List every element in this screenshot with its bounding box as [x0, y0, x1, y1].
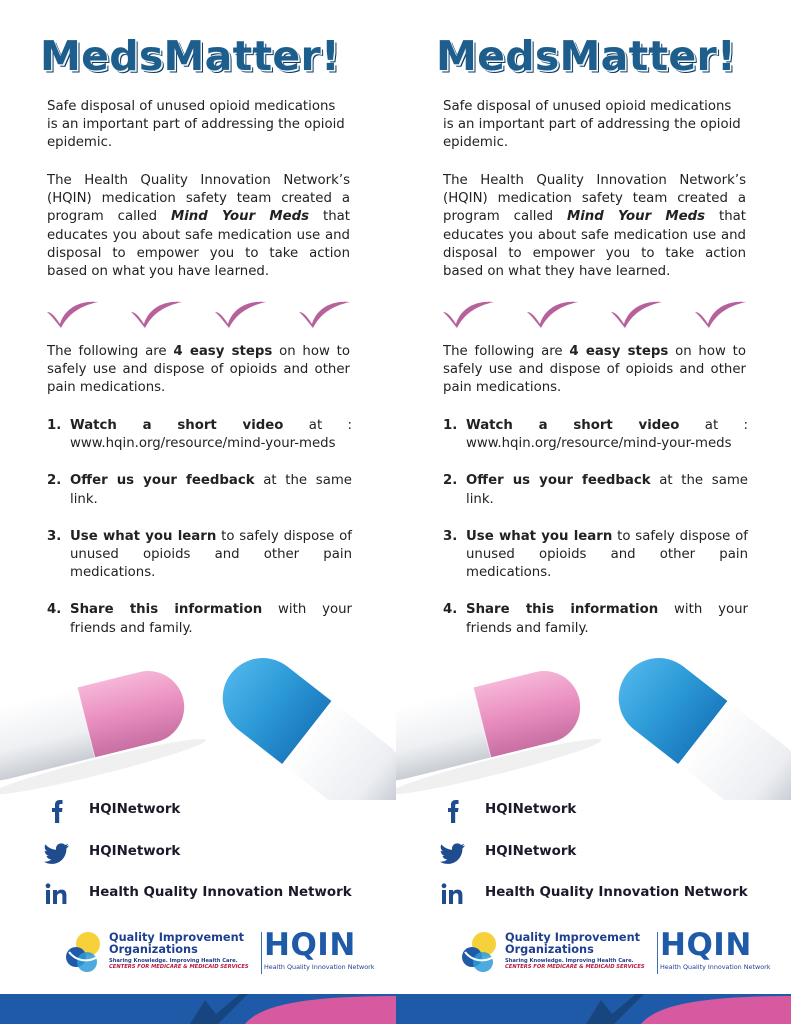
step-bold: Watch a short video [466, 418, 680, 433]
hqin-subtitle: Health Quality Innovation Network [264, 963, 375, 971]
hqin-logo [264, 928, 384, 971]
steps-intro-post: on how to safely use and dispose of opioids and other pain medications. [443, 344, 746, 396]
facebook-icon [43, 798, 71, 824]
step-bold: Use what you learn [466, 528, 613, 544]
checkmark-icon [128, 294, 184, 330]
steps-intro-pre: The following are [443, 344, 570, 359]
step-bold: Share this information [70, 602, 263, 618]
program-paragraph [47, 172, 350, 281]
qio-logo-icon [461, 930, 501, 974]
checkmark-icon [440, 294, 496, 330]
step-bold: Watch a short video [70, 418, 284, 433]
step-text: with your friends and family. [466, 602, 748, 636]
hqin-wordmark: HQIN [660, 927, 752, 963]
step-item [443, 528, 748, 583]
hqin-wordmark: HQIN [264, 927, 356, 963]
pink-pill [0, 660, 208, 800]
checkmark-icon [608, 294, 664, 330]
qio-cms: CENTERS FOR MEDICARE & MEDICAID SERVICES [109, 964, 249, 970]
qio-logo-text [109, 932, 259, 970]
checkmark-icon [692, 294, 748, 330]
checkmark-row [44, 294, 364, 330]
qio-logo-icon [65, 930, 105, 974]
step-item [443, 417, 748, 453]
pills-illustration [0, 640, 396, 800]
step-bold: Use what you learn [70, 528, 217, 544]
logo-divider [657, 932, 658, 974]
intro-paragraph: Safe disposal of unused opioid medications is an important part of addressing the opioid epidemic. [47, 99, 345, 151]
pink-pill [396, 660, 604, 800]
facebook-icon [439, 798, 467, 824]
step-item [47, 472, 352, 508]
checkmark-icon [524, 294, 580, 330]
step-number: 3. [47, 528, 62, 544]
program-name: Mind Your Meds [171, 209, 310, 225]
steps-intro-bold: 4 easy steps [569, 344, 669, 359]
step-text: to safely dispose of unused opioids and other pain medications. [70, 528, 352, 581]
step-number: 4. [47, 602, 62, 618]
facebook-label: HQINetwork [89, 802, 181, 817]
linkedin-icon [439, 881, 467, 907]
qio-cms: CENTERS FOR MEDICARE & MEDICAID SERVICES [505, 964, 645, 970]
qio-tagline: Sharing Knowledge. Improving Health Care. [505, 958, 634, 964]
facebook-label: HQINetwork [485, 802, 577, 817]
program-name: Mind Your Meds [567, 209, 706, 225]
twitter-label: HQINetwork [89, 844, 181, 859]
linkedin-label: Health Quality Innovation Network [485, 885, 748, 900]
steps-intro-bold: 4 easy steps [173, 344, 273, 359]
qio-name: Quality Improvement Organizations [109, 931, 245, 956]
twitter-icon [43, 840, 71, 866]
twitter-row[interactable] [439, 840, 759, 868]
step-number: 1. [443, 418, 458, 433]
step-item [443, 472, 748, 508]
steps-intro-pre: The following are [47, 344, 174, 359]
footer-band [0, 994, 396, 1024]
step-number: 3. [443, 528, 458, 544]
step-text: to safely dispose of unused opioids and other pain medications. [466, 528, 748, 581]
logo-divider [261, 932, 262, 974]
qio-name: Quality Improvement Organizations [505, 931, 641, 956]
step-number: 2. [443, 473, 458, 489]
twitter-icon [439, 840, 467, 866]
step-text: at : www.hqin.org/resource/mind-your-meds [466, 418, 749, 452]
step-bold: Share this information [466, 602, 659, 618]
checkmark-icon [44, 294, 100, 330]
linkedin-row[interactable] [439, 881, 759, 909]
flyer-panel [396, 0, 791, 1024]
logo-row [65, 928, 385, 980]
step-item [47, 601, 352, 637]
checkmark-icon [296, 294, 352, 330]
linkedin-label: Health Quality Innovation Network [89, 885, 352, 900]
pills-illustration [396, 640, 791, 800]
twitter-label: HQINetwork [485, 844, 577, 859]
steps-intro [443, 343, 746, 398]
blue-pill [207, 642, 396, 800]
qio-logo-text [505, 932, 655, 970]
program-paragraph [443, 172, 746, 281]
logo-row [461, 928, 781, 980]
qio-tagline: Sharing Knowledge. Improving Health Care. [109, 958, 238, 964]
steps-list [443, 417, 748, 657]
hqin-subtitle: Health Quality Innovation Network [660, 963, 771, 971]
step-text: at the same link. [466, 473, 748, 507]
steps-intro-post: on how to safely use and dispose of opioids and other pain medications. [47, 344, 350, 396]
step-text: at : www.hqin.org/resource/mind-your-meds [70, 418, 353, 452]
linkedin-icon [43, 881, 71, 907]
flyer-title: MedsMatter! [40, 32, 341, 80]
steps-list [47, 417, 352, 657]
linkedin-row[interactable] [43, 881, 363, 909]
program-text-post: that educates you about safe medication use and disposal to empower you to take action based on what you have learned. [47, 209, 350, 280]
step-item [443, 601, 748, 637]
step-number: 4. [443, 602, 458, 618]
step-number: 1. [47, 418, 62, 433]
step-item [47, 528, 352, 583]
step-bold: Offer us your feedback [70, 473, 255, 489]
blue-pill [603, 642, 791, 800]
checkmark-icon [212, 294, 268, 330]
steps-intro [47, 343, 350, 398]
step-bold: Offer us your feedback [466, 473, 651, 489]
step-text: with your friends and family. [70, 602, 352, 636]
step-number: 2. [47, 473, 62, 489]
facebook-row[interactable] [43, 798, 363, 826]
program-text-post: that educates you about safe medication use and disposal to empower you to take action based on what they have learned. [443, 209, 746, 280]
twitter-row[interactable] [43, 840, 363, 868]
checkmark-row [440, 294, 760, 330]
step-item [47, 417, 352, 453]
hqin-logo [660, 928, 780, 971]
facebook-row[interactable] [439, 798, 759, 826]
flyer-title: MedsMatter! [436, 32, 737, 80]
footer-band [396, 994, 791, 1024]
program-text-pre: The Health Quality Innovation Network’s (HQIN) medication safety team created a program called [443, 173, 746, 225]
step-text: at the same link. [70, 473, 352, 507]
intro-paragraph: Safe disposal of unused opioid medications is an important part of addressing the opioid epidemic. [443, 99, 741, 151]
program-text-pre: The Health Quality Innovation Network’s (HQIN) medication safety team created a program called [47, 173, 350, 225]
